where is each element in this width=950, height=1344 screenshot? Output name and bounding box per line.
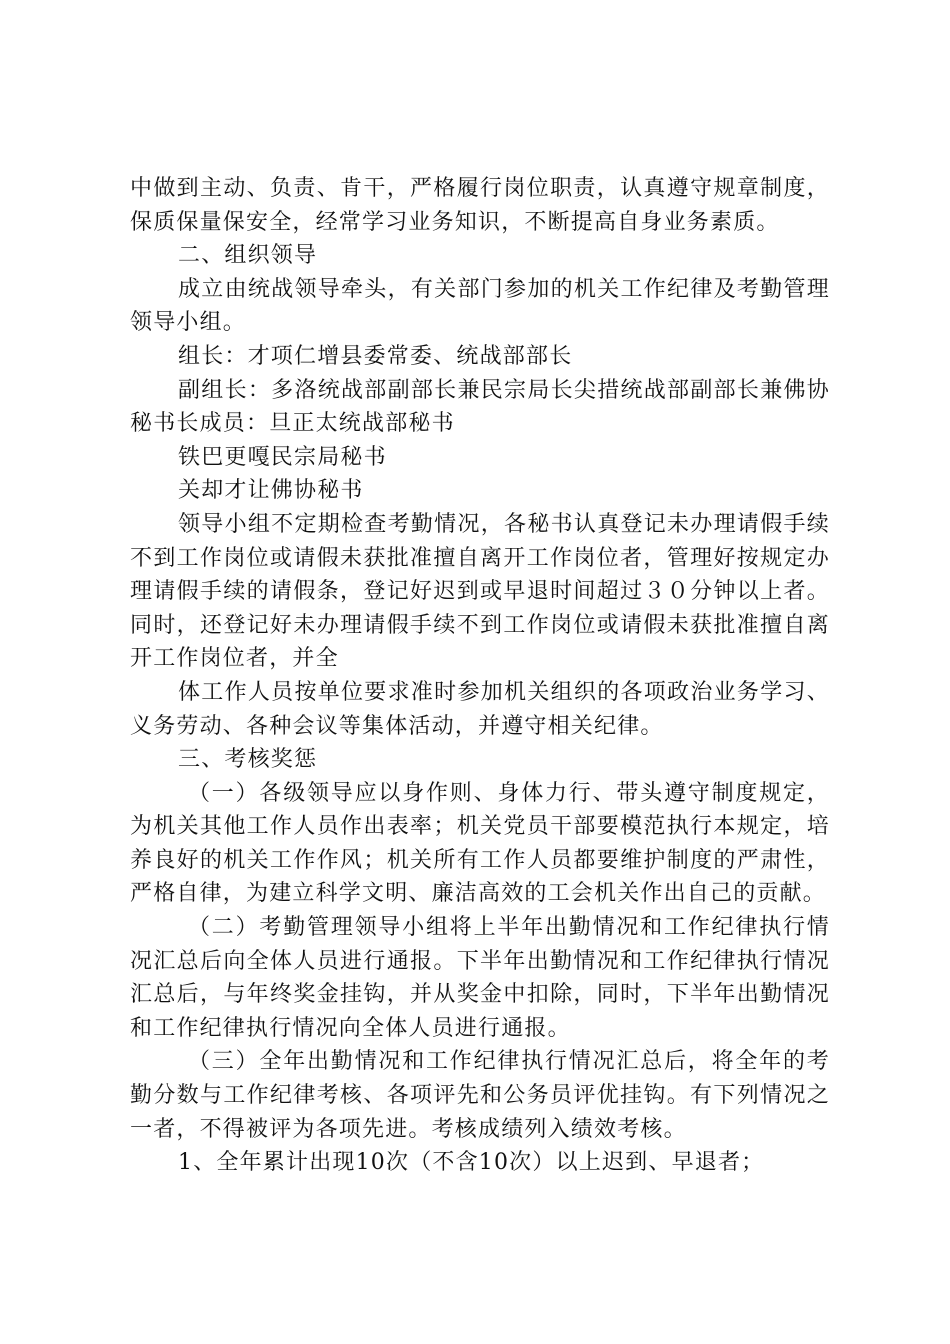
paragraph-continued: 中做到主动、负责、肯干，严格履行岗位职责，认真遵守规章制度，保质保量保安全，经常学习业务知识，不断提高自身业务素质。	[130, 176, 830, 235]
section-heading-assessment: 三、考核奖惩	[178, 747, 318, 773]
paragraph-member-1: 铁巴更嘎民宗局秘书	[178, 444, 387, 470]
paragraph-member-2: 关却才让佛协秘书	[178, 478, 364, 504]
paragraph-inspection: 领导小组不定期检查考勤情况，各秘书认真登记未办理请假手续不到工作岗位或请假未获批准擅自离开工作岗位者，管理好按规定办理请假手续的请假条，登记好迟到或早退时间超过３０分钟以上者。同时，还登记好未办理请假手续不到工作岗位或请假未获批准擅自离开工作岗位者，并全	[130, 511, 830, 672]
paragraph-collective-activities: 体工作人员按单位要求准时参加机关组织的各项政治业务学习、义务劳动、各种会议等集体活动，并遵守相关纪律。	[130, 679, 830, 739]
paragraph-item-one: （一）各级领导应以身作则、身体力行、带头遵守制度规定，为机关其他工作人员作出表率；机关党员干部要模范执行本规定，培养良好的机关工作作风；机关所有工作人员都要维护制度的严肃性，严格自律，为建立科学文明、廉洁高效的工会机关作出自己的贡献。	[130, 780, 830, 907]
paragraph-item-three: （三）全年出勤情况和工作纪律执行情况汇总后，将全年的考勤分数与工作纪律考核、各项评先和公务员评优挂钩。有下列情况之一者，不得被评为各项先进。考核成绩列入绩效考核。	[130, 1049, 830, 1142]
paragraph-deputy-leaders: 副组长：多洛统战部副部长兼民宗局长尖措统战部副部长兼佛协秘书长成员：旦正太统战部秘书	[130, 377, 830, 437]
section-heading-organization: 二、组织领导	[178, 243, 318, 269]
paragraph-group-leader: 组长：才项仁增县委常委、统战部部长	[178, 343, 573, 369]
paragraph-item-two: （二）考勤管理领导小组将上半年出勤情况和工作纪律执行情况汇总后向全体人员进行通报。下半年出勤情况和工作纪律执行情况汇总后，与年终奖金挂钩，并从奖金中扣除，同时，下半年出勤情况和工作纪律执行情况向全体人员进行通报。	[130, 915, 830, 1041]
paragraph-list-item-1: 1、全年累计出现10次（不含10次）以上迟到、早退者；	[178, 1150, 765, 1176]
document-body	[130, 172, 830, 1180]
paragraph-group-setup: 成立由统战领导牵头，有关部门参加的机关工作纪律及考勤管理领导小组。	[130, 276, 830, 336]
